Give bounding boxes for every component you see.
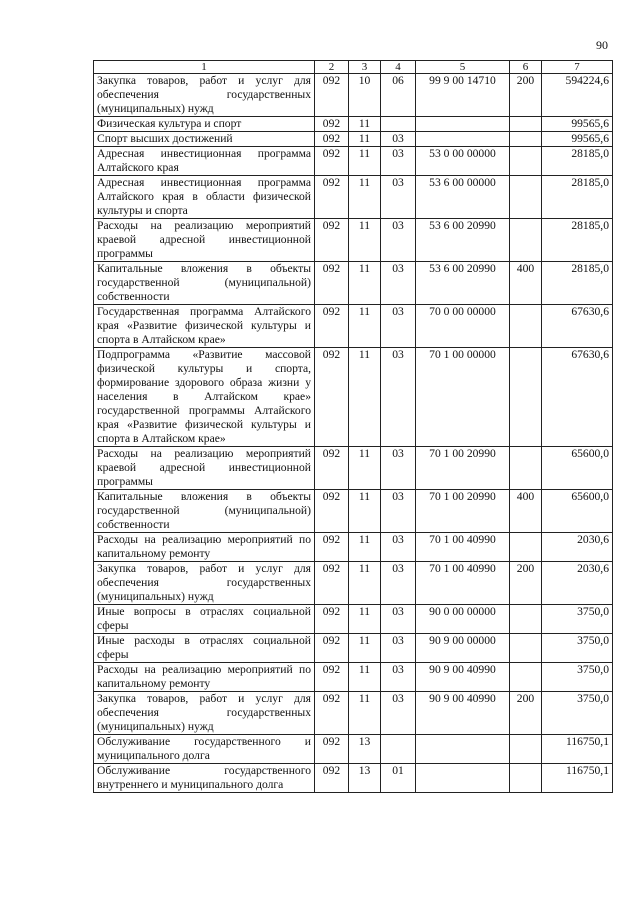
- row-name-cell: Обслуживание государственного и муниципального долга: [94, 735, 315, 764]
- row-name-cell: Закупка товаров, работ и услуг для обеспечения государственных (муниципальных) нужд: [94, 562, 315, 605]
- section-code-cell: 13: [349, 735, 381, 764]
- subsection-code-cell: 03: [381, 634, 416, 663]
- subsection-code-cell: 03: [381, 219, 416, 262]
- ministry-code-cell: 092: [315, 605, 349, 634]
- column-header: 3: [349, 61, 381, 74]
- subsection-code-cell: 03: [381, 176, 416, 219]
- expense-type-cell: 200: [510, 74, 542, 117]
- expense-type-cell: [510, 132, 542, 147]
- amount-cell: 28185,0: [542, 262, 613, 305]
- table-body: [94, 74, 613, 793]
- table-row: [94, 132, 613, 147]
- ministry-code-cell: 092: [315, 117, 349, 132]
- table-row: [94, 562, 613, 605]
- ministry-code-cell: 092: [315, 147, 349, 176]
- ministry-code-cell: 092: [315, 219, 349, 262]
- column-header: 5: [416, 61, 510, 74]
- row-name-cell: Капитальные вложения в объекты государственной (муниципальной) собственности: [94, 490, 315, 533]
- table-row: [94, 74, 613, 117]
- amount-cell: 65600,0: [542, 490, 613, 533]
- ministry-code-cell: 092: [315, 663, 349, 692]
- table-row: [94, 663, 613, 692]
- expense-type-cell: [510, 447, 542, 490]
- row-name-cell: Обслуживание государственного внутреннего и муниципального долга: [94, 764, 315, 793]
- ministry-code-cell: 092: [315, 533, 349, 562]
- amount-cell: 28185,0: [542, 147, 613, 176]
- expense-type-cell: [510, 735, 542, 764]
- amount-cell: 3750,0: [542, 605, 613, 634]
- row-name-cell: Спорт высших достижений: [94, 132, 315, 147]
- target-article-cell: 70 1 00 20990: [416, 447, 510, 490]
- subsection-code-cell: 03: [381, 562, 416, 605]
- table-row: [94, 348, 613, 447]
- ministry-code-cell: 092: [315, 490, 349, 533]
- subsection-code-cell: [381, 735, 416, 764]
- row-name-cell: Иные вопросы в отраслях социальной сферы: [94, 605, 315, 634]
- ministry-code-cell: 092: [315, 176, 349, 219]
- table-row: [94, 764, 613, 793]
- ministry-code-cell: 092: [315, 562, 349, 605]
- section-code-cell: 11: [349, 562, 381, 605]
- target-article-cell: 53 6 00 20990: [416, 262, 510, 305]
- row-name-cell: Иные расходы в отраслях социальной сферы: [94, 634, 315, 663]
- section-code-cell: 11: [349, 132, 381, 147]
- ministry-code-cell: 092: [315, 447, 349, 490]
- amount-cell: 3750,0: [542, 692, 613, 735]
- subsection-code-cell: 03: [381, 447, 416, 490]
- section-code-cell: 11: [349, 447, 381, 490]
- section-code-cell: 11: [349, 605, 381, 634]
- row-name-cell: Закупка товаров, работ и услуг для обеспечения государственных (муниципальных) нужд: [94, 692, 315, 735]
- budget-table: [93, 60, 613, 793]
- expense-type-cell: [510, 176, 542, 219]
- expense-type-cell: [510, 219, 542, 262]
- table-row: [94, 634, 613, 663]
- ministry-code-cell: 092: [315, 634, 349, 663]
- amount-cell: 594224,6: [542, 74, 613, 117]
- row-name-cell: Адресная инвестиционная программа Алтайского края в области физической культуры и спорта: [94, 176, 315, 219]
- subsection-code-cell: 03: [381, 262, 416, 305]
- amount-cell: 28185,0: [542, 176, 613, 219]
- target-article-cell: [416, 132, 510, 147]
- expense-type-cell: [510, 348, 542, 447]
- target-article-cell: 70 1 00 40990: [416, 562, 510, 605]
- section-code-cell: 11: [349, 348, 381, 447]
- column-header: 1: [94, 61, 315, 74]
- ministry-code-cell: 092: [315, 262, 349, 305]
- subsection-code-cell: 03: [381, 490, 416, 533]
- column-header: 2: [315, 61, 349, 74]
- table-row: [94, 692, 613, 735]
- target-article-cell: 70 1 00 40990: [416, 533, 510, 562]
- section-code-cell: 11: [349, 176, 381, 219]
- section-code-cell: 10: [349, 74, 381, 117]
- expense-type-cell: 400: [510, 262, 542, 305]
- subsection-code-cell: [381, 117, 416, 132]
- row-name-cell: Расходы на реализацию мероприятий по капитальному ремонту: [94, 533, 315, 562]
- section-code-cell: 11: [349, 634, 381, 663]
- subsection-code-cell: 03: [381, 605, 416, 634]
- section-code-cell: 11: [349, 533, 381, 562]
- section-code-cell: 11: [349, 305, 381, 348]
- subsection-code-cell: 03: [381, 147, 416, 176]
- expense-type-cell: 200: [510, 562, 542, 605]
- expense-type-cell: [510, 634, 542, 663]
- ministry-code-cell: 092: [315, 74, 349, 117]
- table-row: [94, 147, 613, 176]
- expense-type-cell: [510, 117, 542, 132]
- subsection-code-cell: 03: [381, 533, 416, 562]
- target-article-cell: 53 0 00 00000: [416, 147, 510, 176]
- expense-type-cell: 200: [510, 692, 542, 735]
- section-code-cell: 11: [349, 663, 381, 692]
- section-code-cell: 11: [349, 219, 381, 262]
- amount-cell: 3750,0: [542, 634, 613, 663]
- column-header: 6: [510, 61, 542, 74]
- section-code-cell: 13: [349, 764, 381, 793]
- expense-type-cell: [510, 147, 542, 176]
- row-name-cell: Расходы на реализацию мероприятий краевой адресной инвестиционной программы: [94, 447, 315, 490]
- ministry-code-cell: 092: [315, 305, 349, 348]
- row-name-cell: Закупка товаров, работ и услуг для обеспечения государственных (муниципальных) нужд: [94, 74, 315, 117]
- row-name-cell: Расходы на реализацию мероприятий краевой адресной инвестиционной программы: [94, 219, 315, 262]
- expense-type-cell: 400: [510, 490, 542, 533]
- subsection-code-cell: 01: [381, 764, 416, 793]
- amount-cell: 2030,6: [542, 533, 613, 562]
- section-code-cell: 11: [349, 147, 381, 176]
- row-name-cell: Адресная инвестиционная программа Алтайского края: [94, 147, 315, 176]
- table-row: [94, 533, 613, 562]
- row-name-cell: Государственная программа Алтайского края «Развитие физической культуры и спорта в Алтайском крае»: [94, 305, 315, 348]
- table-header-row: [94, 61, 613, 74]
- target-article-cell: [416, 117, 510, 132]
- table-row: [94, 219, 613, 262]
- expense-type-cell: [510, 764, 542, 793]
- row-name-cell: Капитальные вложения в объекты государственной (муниципальной) собственности: [94, 262, 315, 305]
- amount-cell: 28185,0: [542, 219, 613, 262]
- section-code-cell: 11: [349, 490, 381, 533]
- amount-cell: 67630,6: [542, 305, 613, 348]
- column-header: 7: [542, 61, 613, 74]
- target-article-cell: 70 0 00 00000: [416, 305, 510, 348]
- target-article-cell: 90 0 00 00000: [416, 605, 510, 634]
- section-code-cell: 11: [349, 117, 381, 132]
- column-header: 4: [381, 61, 416, 74]
- subsection-code-cell: 03: [381, 348, 416, 447]
- amount-cell: 116750,1: [542, 735, 613, 764]
- target-article-cell: 70 1 00 00000: [416, 348, 510, 447]
- ministry-code-cell: 092: [315, 132, 349, 147]
- target-article-cell: 99 9 00 14710: [416, 74, 510, 117]
- target-article-cell: 90 9 00 40990: [416, 663, 510, 692]
- amount-cell: 67630,6: [542, 348, 613, 447]
- amount-cell: 116750,1: [542, 764, 613, 793]
- table-row: [94, 176, 613, 219]
- row-name-cell: Подпрограмма «Развитие массовой физической культуры и спорта, формирование здорового образа жизни у населения в Алтайском крае» государственной программы Алтайского края «Развитие физической культуры и спорта в Алтайском крае»: [94, 348, 315, 447]
- ministry-code-cell: 092: [315, 348, 349, 447]
- section-code-cell: 11: [349, 692, 381, 735]
- target-article-cell: 90 9 00 40990: [416, 692, 510, 735]
- amount-cell: 99565,6: [542, 117, 613, 132]
- table-row: [94, 490, 613, 533]
- table-row: [94, 447, 613, 490]
- table-row: [94, 735, 613, 764]
- subsection-code-cell: 03: [381, 132, 416, 147]
- ministry-code-cell: 092: [315, 692, 349, 735]
- ministry-code-cell: 092: [315, 764, 349, 793]
- amount-cell: 3750,0: [542, 663, 613, 692]
- amount-cell: 2030,6: [542, 562, 613, 605]
- subsection-code-cell: 03: [381, 305, 416, 348]
- expense-type-cell: [510, 605, 542, 634]
- table-row: [94, 305, 613, 348]
- target-article-cell: 70 1 00 20990: [416, 490, 510, 533]
- table-row: [94, 117, 613, 132]
- expense-type-cell: [510, 663, 542, 692]
- table-row: [94, 605, 613, 634]
- expense-type-cell: [510, 305, 542, 348]
- subsection-code-cell: 06: [381, 74, 416, 117]
- row-name-cell: Физическая культура и спорт: [94, 117, 315, 132]
- target-article-cell: [416, 764, 510, 793]
- target-article-cell: 53 6 00 20990: [416, 219, 510, 262]
- table-row: [94, 262, 613, 305]
- section-code-cell: 11: [349, 262, 381, 305]
- row-name-cell: Расходы на реализацию мероприятий по капитальному ремонту: [94, 663, 315, 692]
- expense-type-cell: [510, 533, 542, 562]
- subsection-code-cell: 03: [381, 692, 416, 735]
- target-article-cell: 90 9 00 00000: [416, 634, 510, 663]
- target-article-cell: 53 6 00 00000: [416, 176, 510, 219]
- target-article-cell: [416, 735, 510, 764]
- amount-cell: 99565,6: [542, 132, 613, 147]
- page-number: 90: [596, 38, 608, 52]
- ministry-code-cell: 092: [315, 735, 349, 764]
- subsection-code-cell: 03: [381, 663, 416, 692]
- amount-cell: 65600,0: [542, 447, 613, 490]
